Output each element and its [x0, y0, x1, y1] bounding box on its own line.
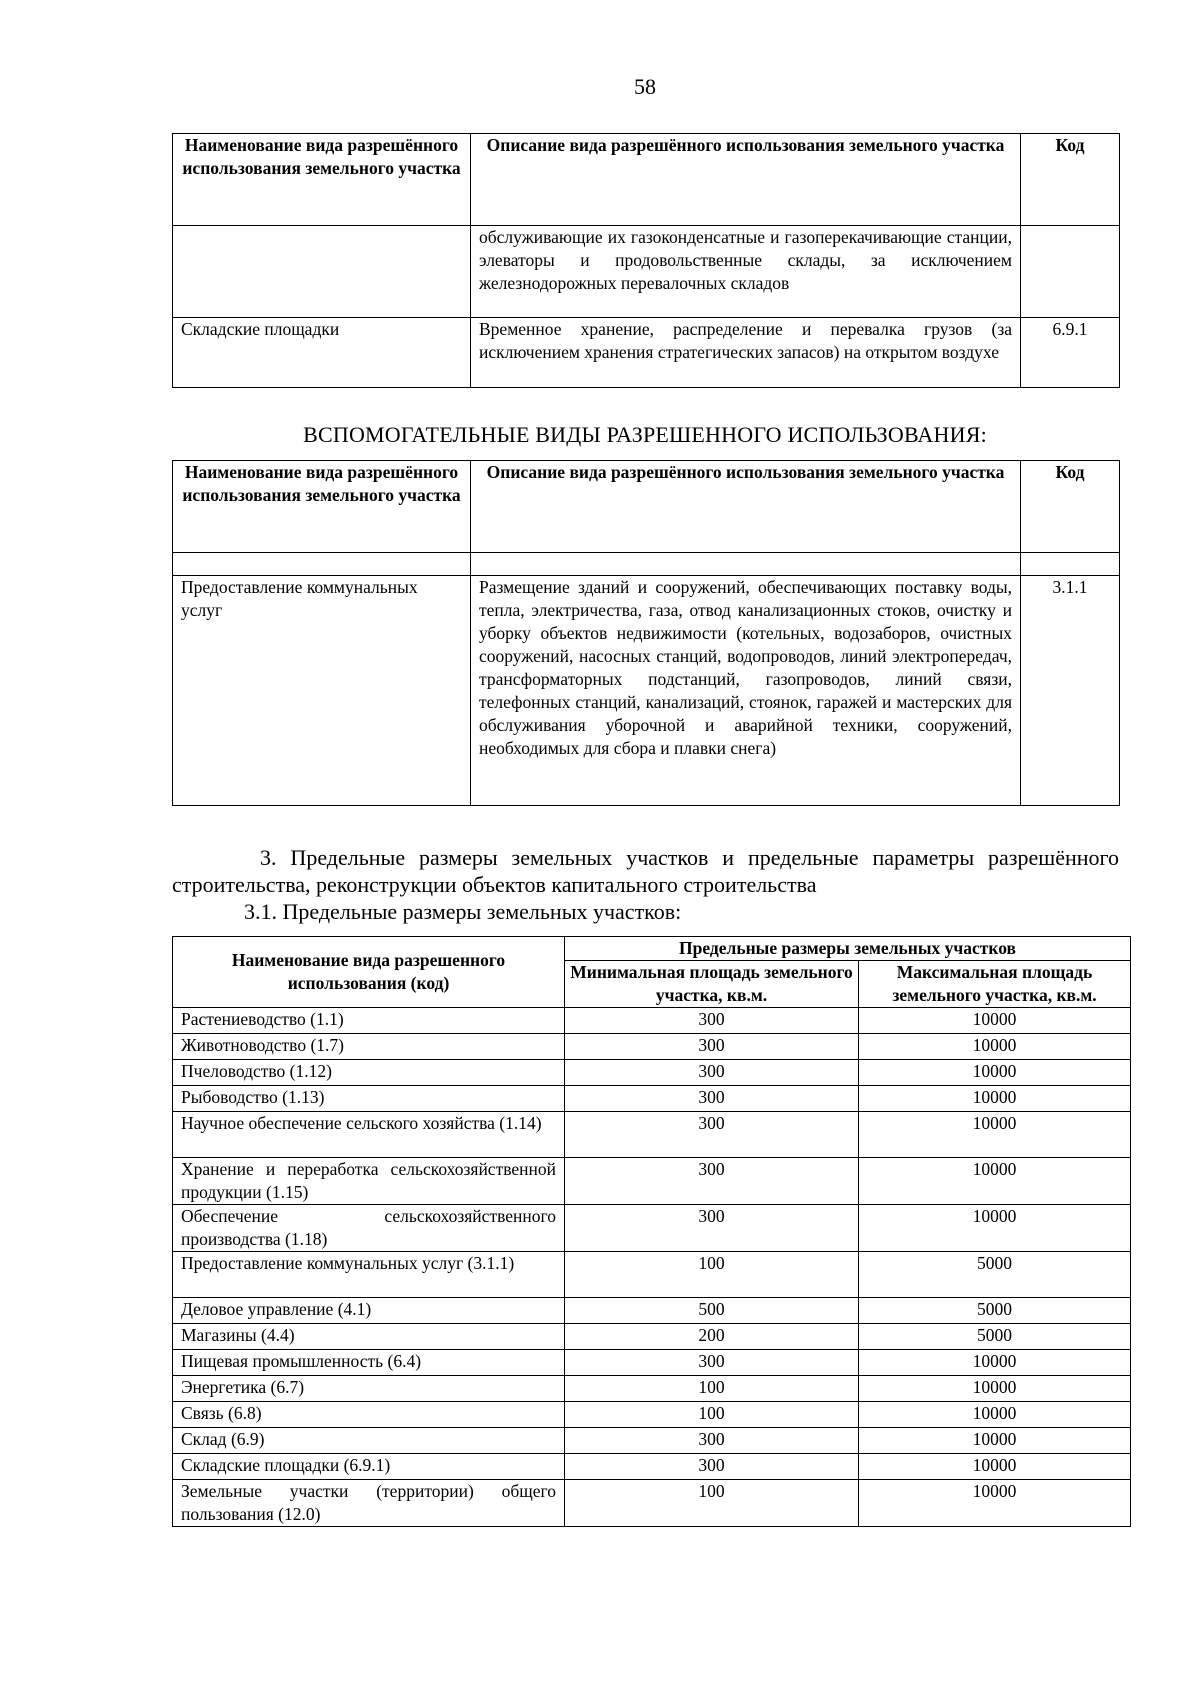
row-use-name: Научное обеспечение сельского хозяйства (1.14)	[173, 1112, 565, 1158]
plot-size-rows	[173, 1008, 1131, 1527]
header-code: Код	[1021, 134, 1120, 226]
row-min-area: 300	[565, 1350, 859, 1376]
row-max-area: 5000	[859, 1252, 1131, 1298]
section-3-text: 3. Предельные размеры земельных участков и предельные параметры разрешённого строительства, реконструкции объектов капитального строительства	[172, 845, 1119, 897]
row-use-name: Пчеловодство (1.12)	[173, 1060, 565, 1086]
row-use-name: Склад (6.9)	[173, 1428, 565, 1454]
table-row	[173, 1350, 1131, 1376]
row-min-area: 100	[565, 1480, 859, 1527]
table-row	[173, 1454, 1131, 1480]
row-max-area: 10000	[859, 1428, 1131, 1454]
header-use-name: Наименование вида разрешенного использования (код)	[173, 937, 565, 1008]
row-max-area: 10000	[859, 1008, 1131, 1034]
row-name: Складские площадки	[173, 318, 471, 388]
row-description: обслуживающие их газоконденсатные и газоперекачивающие станции, элеваторы и продовольственные склады, за исключением железнодорожных перевалочных складов	[471, 226, 1021, 318]
row-name: Предоставление коммунальных услуг	[173, 576, 471, 806]
row-min-area: 100	[565, 1376, 859, 1402]
row-code: 6.9.1	[1021, 318, 1120, 388]
row-min-area: 100	[565, 1252, 859, 1298]
row-min-area: 300	[565, 1112, 859, 1158]
table-row	[173, 1086, 1131, 1112]
table-row	[173, 1480, 1131, 1527]
row-max-area: 5000	[859, 1298, 1131, 1324]
row-use-name: Рыбоводство (1.13)	[173, 1086, 565, 1112]
row-min-area: 300	[565, 1454, 859, 1480]
table-row	[173, 1205, 1131, 1252]
row-name	[173, 226, 471, 318]
row-min-area: 300	[565, 1060, 859, 1086]
row-max-area: 10000	[859, 1086, 1131, 1112]
table-row	[173, 1298, 1131, 1324]
table-header-row	[173, 134, 1120, 226]
plot-size-limits-table	[172, 936, 1131, 1527]
row-min-area: 500	[565, 1298, 859, 1324]
row-code	[1021, 553, 1120, 576]
row-max-area: 10000	[859, 1060, 1131, 1086]
row-use-name: Пищевая промышленность (6.4)	[173, 1350, 565, 1376]
table-row	[173, 1112, 1131, 1158]
row-min-area: 300	[565, 1158, 859, 1205]
row-use-name: Деловое управление (4.1)	[173, 1298, 565, 1324]
row-max-area: 10000	[859, 1350, 1131, 1376]
row-min-area: 300	[565, 1086, 859, 1112]
main-uses-table-continuation	[172, 133, 1120, 388]
row-name	[173, 553, 471, 576]
table-row	[173, 226, 1120, 318]
row-use-name: Складские площадки (6.9.1)	[173, 1454, 565, 1480]
row-max-area: 10000	[859, 1376, 1131, 1402]
row-description	[471, 553, 1021, 576]
header-code: Код	[1021, 461, 1120, 553]
table-row	[173, 576, 1120, 806]
row-use-name: Земельные участки (территории) общего пользования (12.0)	[173, 1480, 565, 1527]
table-row	[173, 1324, 1131, 1350]
section-3-paragraph	[172, 844, 1119, 898]
row-max-area: 10000	[859, 1480, 1131, 1527]
row-max-area: 10000	[859, 1454, 1131, 1480]
row-min-area: 200	[565, 1324, 859, 1350]
header-max-area: Максимальная площадь земельного участка, кв.м.	[859, 961, 1131, 1008]
row-min-area: 300	[565, 1008, 859, 1034]
row-max-area: 5000	[859, 1324, 1131, 1350]
row-min-area: 300	[565, 1428, 859, 1454]
page-number: 58	[634, 74, 656, 99]
row-code	[1021, 226, 1120, 318]
table-row	[173, 1034, 1131, 1060]
header-name: Наименование вида разрешённого использования земельного участка	[173, 461, 471, 553]
row-use-name: Животноводство (1.7)	[173, 1034, 565, 1060]
table-row	[173, 553, 1120, 576]
row-use-name: Связь (6.8)	[173, 1402, 565, 1428]
row-max-area: 10000	[859, 1112, 1131, 1158]
table-row	[173, 1158, 1131, 1205]
header-description: Описание вида разрешённого использования земельного участка	[471, 134, 1021, 226]
table-row	[173, 1376, 1131, 1402]
header-name: Наименование вида разрешённого использования земельного участка	[173, 134, 471, 226]
auxiliary-uses-heading: ВСПОМОГАТЕЛЬНЫЕ ВИДЫ РАЗРЕШЕННОГО ИСПОЛЬЗОВАНИЯ:	[303, 422, 987, 447]
row-max-area: 10000	[859, 1402, 1131, 1428]
row-min-area: 100	[565, 1402, 859, 1428]
row-max-area: 10000	[859, 1034, 1131, 1060]
row-use-name: Растениеводство (1.1)	[173, 1008, 565, 1034]
row-description: Временное хранение, распределение и перевалка грузов (за исключением хранения стратегических запасов) на открытом воздухе	[471, 318, 1021, 388]
auxiliary-uses-table	[172, 460, 1120, 806]
table-row	[173, 1008, 1131, 1034]
header-min-area: Минимальная площадь земельного участка, кв.м.	[565, 961, 859, 1008]
table-row	[173, 1402, 1131, 1428]
table-row	[173, 1252, 1131, 1298]
row-max-area: 10000	[859, 1205, 1131, 1252]
row-use-name: Хранение и переработка сельскохозяйственной продукции (1.15)	[173, 1158, 565, 1205]
table-header-row	[173, 461, 1120, 553]
row-code: 3.1.1	[1021, 576, 1120, 806]
row-use-name: Энергетика (6.7)	[173, 1376, 565, 1402]
table-row	[173, 1060, 1131, 1086]
row-min-area: 300	[565, 1034, 859, 1060]
row-use-name: Предоставление коммунальных услуг (3.1.1)	[173, 1252, 565, 1298]
table-row	[173, 318, 1120, 388]
row-min-area: 300	[565, 1205, 859, 1252]
table-header-row	[173, 937, 1131, 961]
section-3-1-heading: 3.1. Предельные размеры земельных участков:	[244, 899, 682, 924]
row-use-name: Магазины (4.4)	[173, 1324, 565, 1350]
table-row	[173, 1428, 1131, 1454]
header-limits-group: Предельные размеры земельных участков	[565, 937, 1131, 961]
row-description: Размещение зданий и сооружений, обеспечивающих поставку воды, тепла, электричества, газа, отвод канализационных стоков, очистку и уборку объектов недвижимости (котельных, водозаборов, очистных сооружений, насосных станций, водопроводов, линий электропередач, трансформаторных подстанций, газопроводов, линий связи, телефонных станций, канализаций, стоянок, гаражей и мастерских для обслуживания уборочной и аварийной техники, сооружений, необходимых для сбора и плавки снега)	[471, 576, 1021, 806]
row-max-area: 10000	[859, 1158, 1131, 1205]
row-use-name: Обеспечение сельскохозяйственного производства (1.18)	[173, 1205, 565, 1252]
header-description: Описание вида разрешённого использования земельного участка	[471, 461, 1021, 553]
